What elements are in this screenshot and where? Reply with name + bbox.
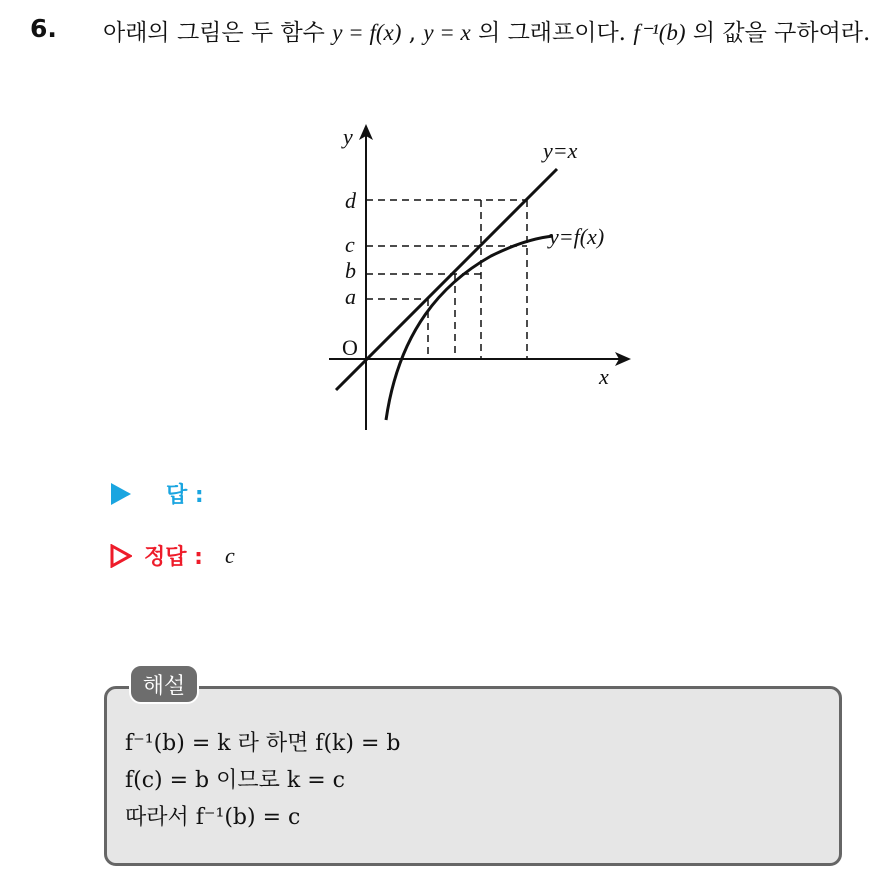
solution-content [125, 725, 400, 836]
curve-label: y=f(x) [549, 224, 605, 249]
solution-line-2: f(c) = b 이므로 k = c [125, 768, 345, 793]
tick-label-d: d [345, 188, 356, 213]
function-y-equals-fx: y = f(x) [332, 20, 402, 45]
correct-answer-value: c [224, 542, 235, 568]
tick-label-a: a [345, 284, 356, 309]
function-y-equals-x: y = x [423, 20, 471, 45]
target-expression: f⁻¹(b) [633, 20, 686, 45]
line-y-equals-x [336, 169, 557, 390]
line-label: y=x [543, 138, 578, 163]
question-separator: , [408, 20, 416, 46]
tick-label-c: c [345, 232, 355, 257]
answer-label: 답 : [166, 483, 204, 508]
solution-tab: 해설 [129, 664, 199, 704]
question-text-end: 의 값을 구하여라. [692, 20, 871, 46]
solution-line-3: 따라서 f⁻¹(b) = c [125, 805, 301, 830]
question-text [103, 14, 873, 52]
solution-line-1: f⁻¹(b) = k 라 하면 f(k) = b [125, 731, 401, 756]
origin-label: O [342, 335, 358, 360]
correct-answer-label: 정답 : [144, 545, 203, 570]
question-text-before: 아래의 그림은 두 함수 [103, 20, 325, 46]
question-text-after: 의 그래프이다. [478, 20, 626, 46]
tick-label-b: b [345, 258, 356, 283]
answer-row [110, 478, 226, 509]
curve-y-equals-fx [386, 236, 553, 420]
outline-triangle-icon [110, 544, 132, 568]
correct-answer-row [110, 540, 235, 571]
question-number: 6. [30, 14, 57, 43]
play-triangle-icon [110, 482, 132, 506]
function-graph [325, 118, 645, 438]
x-axis-label: x [599, 364, 609, 389]
y-axis-label: y [343, 124, 353, 149]
